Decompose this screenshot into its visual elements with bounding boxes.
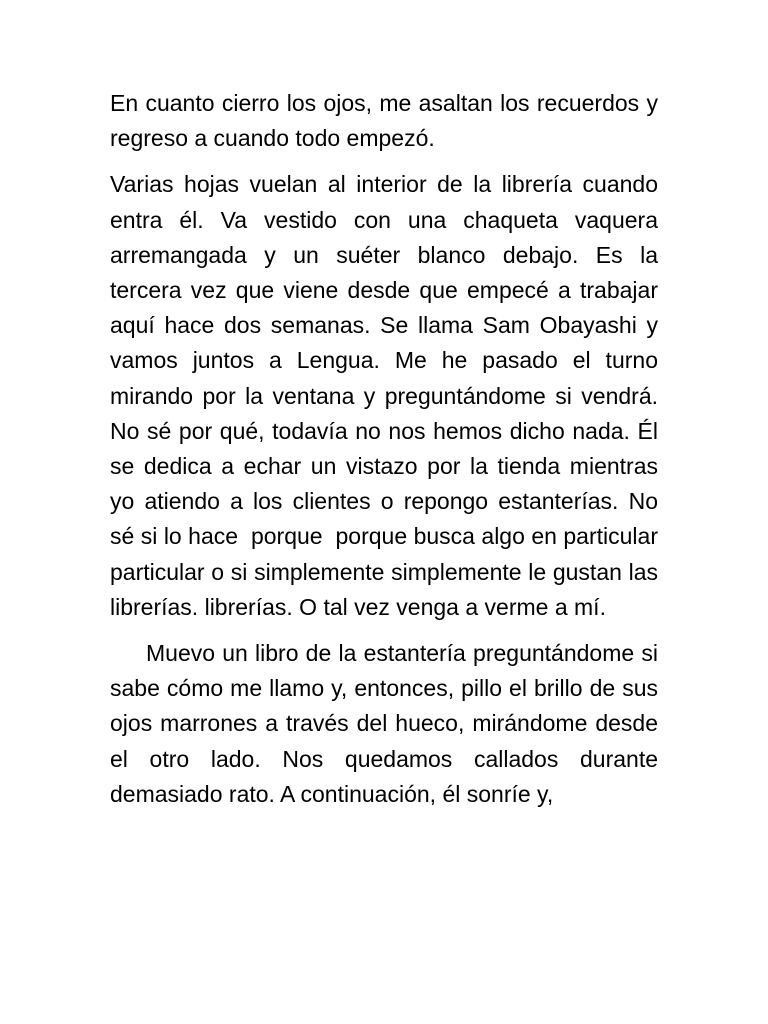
paragraph-3: Muevo un libro de la estantería preguntándome si sabe cómo me llamo y, entonces, pillo el brillo de sus ojos marrones a través del hueco, mirándome desde el otro lado. Nos quedamos callados durante demasiado rato. A continuación, él sonríe y, [110, 640, 665, 807]
document-page [110, 86, 665, 916]
paragraph-1: En cuanto cierro los ojos, me asaltan los recuerdos y regreso a cuando todo empezó. [110, 90, 665, 152]
paragraph-2: Varias hojas vuelan al interior de la librería cuando entra él. Va vestido con una chaqueta vaquera arremangada y un suéter blanco debajo. Es la tercera vez que viene desde que empecé a trabajar aquí hace dos semanas. Se llama Sam Obayashi y vamos juntos a Lengua. Me he pasado el turno mirando por la ventana y preguntándome si vendrá. No sé por qué, todavía no nos hemos dicho nada. Él se dedica a echar un vistazo por la tienda mientras yo atiendo a los clientes o repongo estanterías. No sé si lo hace porque porque busca algo en particular particular o si simplemente simplemente le gustan las librerías. librerías. O tal vez venga a verme a mí. [110, 171, 665, 620]
